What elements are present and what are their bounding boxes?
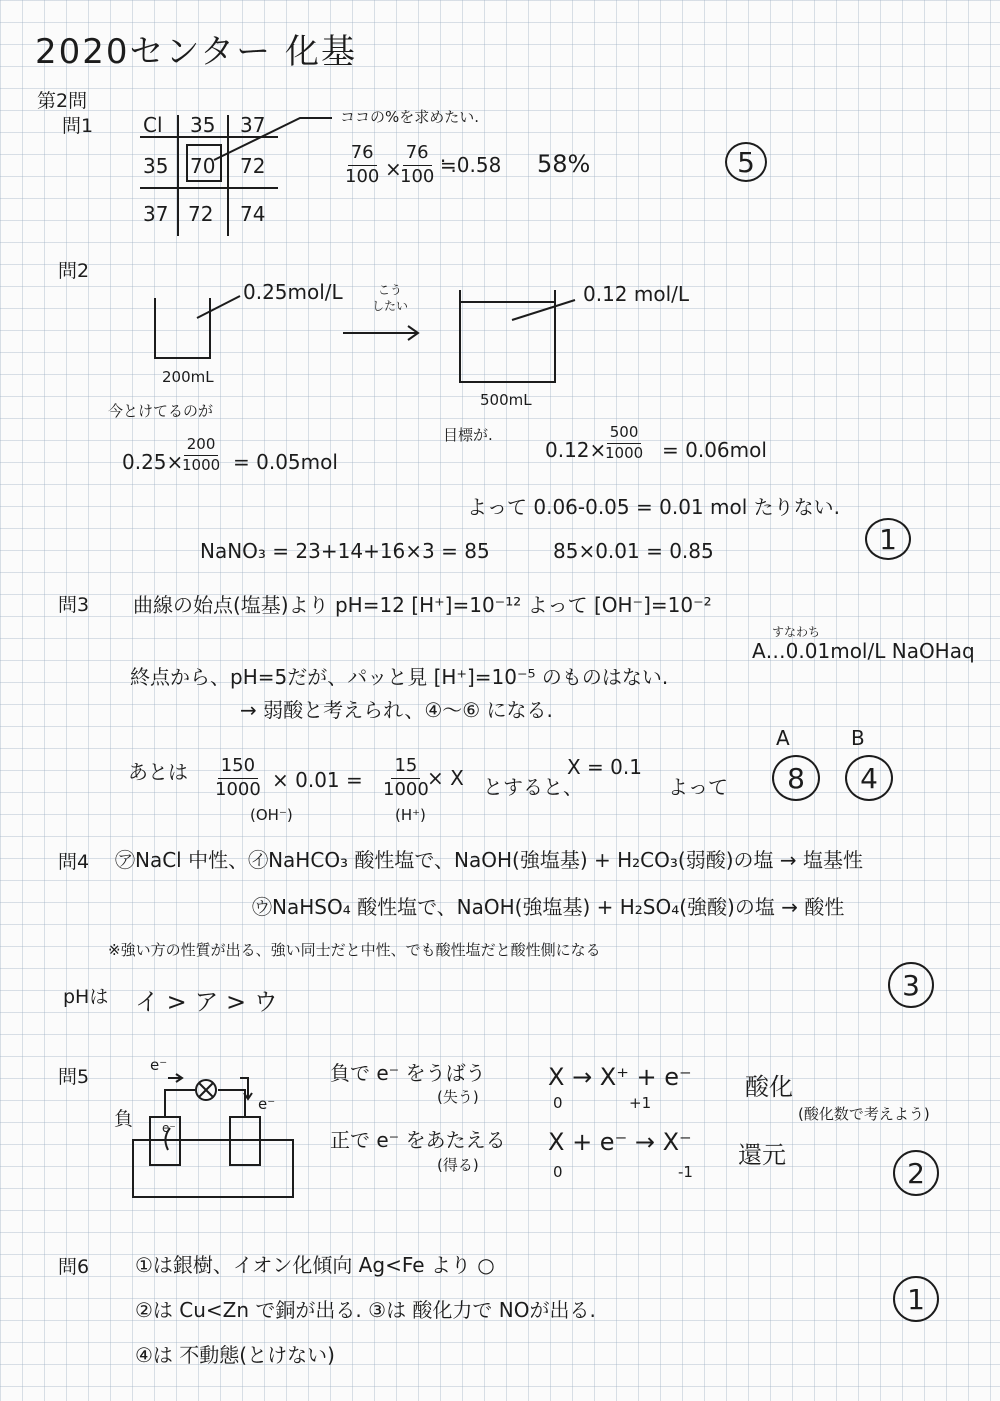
q2-goal-factor: 0.12× xyxy=(545,438,607,462)
q5-line-2: 正で e⁻ をあたえる xyxy=(330,1128,506,1152)
q4-answer-circle: 3 xyxy=(888,962,934,1008)
q3-line-2: 終点から、pH=5だが、パッと見 [H⁺]=10⁻⁵ のものはない. xyxy=(130,665,669,689)
q3-x-value: X = 0.1 xyxy=(567,755,642,779)
q5-neg-label: 負 xyxy=(114,1108,134,1130)
q1-note: ココの%を求めたい. xyxy=(340,108,480,126)
q5-r2-ox-a: 0 xyxy=(553,1163,563,1181)
q3-line-3: → 弱酸と考えられ、④〜⑥ になる. xyxy=(240,698,553,722)
q1-result: ≒0.58 xyxy=(440,153,502,177)
q4-ph-order: イ > ア > ウ xyxy=(135,988,278,1016)
q1-fraction-2: $\frac{76}{100}$ xyxy=(400,142,435,187)
q2-mass-result: 85×0.01 = 0.85 xyxy=(553,539,714,563)
grid-cell-72b: 72 xyxy=(188,202,214,226)
q5-kangen: 還元 xyxy=(738,1141,786,1169)
q2-now-fraction: $\frac{200}{1000}$ xyxy=(182,435,221,474)
q3-yotte: よって xyxy=(668,775,728,799)
q2-nano3-mass: NaNO₃ = 23+14+16×3 = 85 xyxy=(200,539,490,563)
q5-answer-circle: 2 xyxy=(893,1150,939,1196)
q6-line-1: ①は銀樹、イオン化傾向 Ag<Fe より ○ xyxy=(135,1253,495,1277)
q2-goal-label: 目標が. xyxy=(443,426,493,444)
q3-answer-b-circle: 4 xyxy=(845,755,893,801)
q5-reaction-1: X → X⁺ + e⁻ xyxy=(548,1063,692,1091)
q5-e-right: e⁻ xyxy=(258,1095,276,1113)
grid-row-35: 35 xyxy=(143,154,169,178)
question-label-1: 問1 xyxy=(62,115,94,137)
q4-ph-label: pHは xyxy=(63,986,109,1008)
beaker2-concentration: 0.12 mol/L xyxy=(583,282,690,306)
q6-line-2: ②は Cu<Zn で銅が出る. ③は 酸化力で NOが出る. xyxy=(135,1298,596,1322)
q3-a-value: A…0.01mol/L NaOHaq xyxy=(752,639,975,663)
beaker1-concentration: 0.25mol/L xyxy=(243,280,343,304)
q3-tosuruto: とすると、 xyxy=(483,775,583,799)
q2-answer-circle: 1 xyxy=(865,518,911,560)
grid-cell-74: 74 xyxy=(240,202,266,226)
q3-answer-b-label: B xyxy=(851,726,865,750)
grid-col-37: 37 xyxy=(240,113,266,137)
q1-fraction-1: $\frac{76}{100}$ xyxy=(345,142,380,187)
q3-fraction-2: $\frac{15}{1000}$ xyxy=(383,755,429,800)
q2-goal-fraction: $\frac{500}{1000}$ xyxy=(605,423,644,462)
q1-answer-circle: 5 xyxy=(725,142,767,182)
arrow-note-1: こう xyxy=(378,283,403,297)
question-label-4: 問4 xyxy=(58,851,90,873)
grid-cell-70: 70 xyxy=(190,154,216,178)
q4-note: ※強い方の性質が出る、強い同士だと中性、でも酸性塩だと酸性側になる xyxy=(108,941,601,959)
q2-difference: よって 0.06-0.05 = 0.01 mol たりない. xyxy=(467,495,840,519)
q3-line-1: 曲線の始点(塩基)より pH=12 [H⁺]=10⁻¹² よって [OH⁻]=10⁻² xyxy=(133,593,712,617)
q1-times: × xyxy=(385,157,402,181)
q5-sanka-note: (酸化数で考えよう) xyxy=(798,1105,930,1123)
q5-line-1b: (失う) xyxy=(437,1088,479,1106)
arrow-note-2: したい xyxy=(372,299,409,313)
beaker1-volume: 200mL xyxy=(162,368,214,386)
q2-now-result: = 0.05mol xyxy=(233,450,338,474)
q3-ato: あとは xyxy=(128,760,188,784)
q5-line-1: 負で e⁻ をうばう xyxy=(330,1061,486,1085)
q2-now-factor: 0.25× xyxy=(122,450,184,474)
q5-e-top: e⁻ xyxy=(150,1056,168,1074)
q3-h-label: (H⁺) xyxy=(395,806,426,824)
q5-sanka: 酸化 xyxy=(745,1073,793,1101)
question-label-3: 問3 xyxy=(58,594,90,616)
q3-answer-a-label: A xyxy=(776,726,790,750)
q6-answer-circle: 1 xyxy=(893,1276,939,1322)
q5-e-inner: e⁻ xyxy=(162,1121,176,1135)
q3-answer-a-circle: 8 xyxy=(772,755,820,801)
grid-corner: Cl xyxy=(143,113,163,137)
q4-line-2: ㋒NaHSO₄ 酸性塩で、NaOH(強塩基) + H₂SO₄(強酸)の塩 → 酸性 xyxy=(252,895,845,919)
q4-line-1: ㋐NaCl 中性、㋑NaHCO₃ 酸性塩で、NaOH(強塩基) + H₂CO₃(弱酸)の塩 → 塩基性 xyxy=(115,848,863,872)
q5-r2-ox-b: -1 xyxy=(678,1163,693,1181)
page-title: 2020センター 化基 xyxy=(35,32,357,72)
q5-r1-ox-b: +1 xyxy=(629,1094,652,1112)
q2-now-label: 今とけてるのが xyxy=(108,402,214,420)
q5-reaction-2: X + e⁻ → X⁻ xyxy=(548,1128,692,1156)
q3-f1-mul: × 0.01 = xyxy=(272,768,363,792)
q3-sunawachi: すなわち xyxy=(772,625,821,639)
q2-goal-result: = 0.06mol xyxy=(662,438,767,462)
grid-cell-72a: 72 xyxy=(240,154,266,178)
q6-line-3: ④は 不動態(とけない) xyxy=(135,1343,335,1367)
question-label-6: 問6 xyxy=(58,1256,90,1278)
q3-f2-mul: × X xyxy=(427,766,464,790)
section-label: 第2問 xyxy=(37,90,88,112)
grid-col-35: 35 xyxy=(190,113,216,137)
q3-fraction-1: $\frac{150}{1000}$ xyxy=(215,755,261,800)
q3-oh-label: (OH⁻) xyxy=(250,806,293,824)
grid-row-37: 37 xyxy=(143,202,169,226)
q5-line-2b: (得る) xyxy=(437,1156,479,1174)
question-label-2: 問2 xyxy=(58,260,90,282)
q1-percent: 58% xyxy=(537,150,591,178)
beaker2-volume: 500mL xyxy=(480,391,532,409)
q5-r1-ox-a: 0 xyxy=(553,1094,563,1112)
question-label-5: 問5 xyxy=(58,1066,90,1088)
